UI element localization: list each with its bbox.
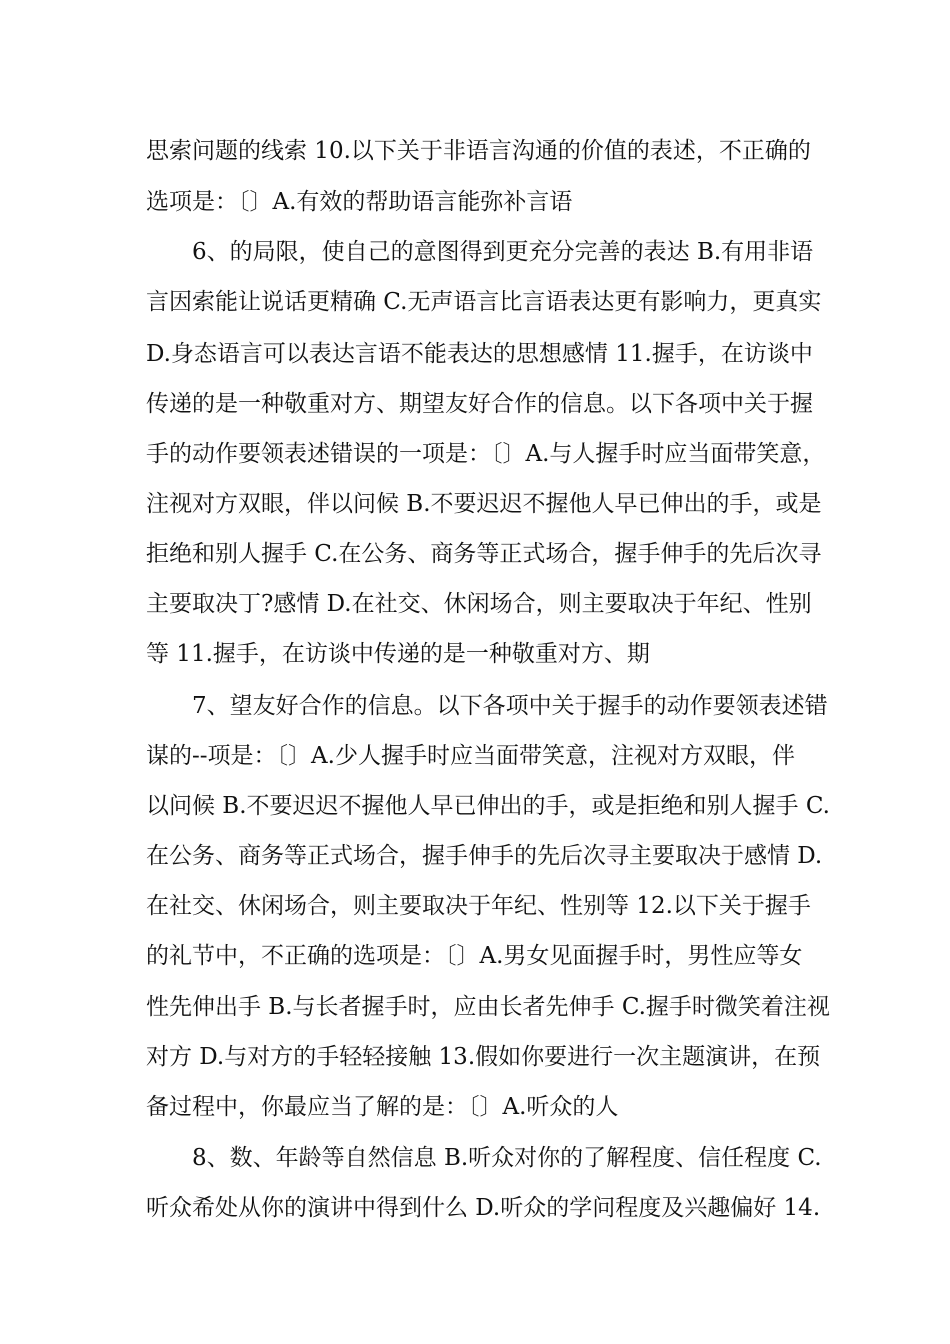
text-line: D.身态语言可以表达言语不能表达的思想感情 11.握手，在访谈中 — [146, 341, 813, 367]
text-line: 对方 D.与对方的手轻轻接触 13.假如你要进行一次主题演讲，在预 — [146, 1044, 821, 1070]
text-line: 注视对方双眼，伴以问候 B.不要迟迟不握他人早已伸出的手，或是 — [146, 491, 822, 517]
text-line: 思索问题的线索 10.以下关于非语言沟通的价值的表述，不正确的 — [146, 138, 811, 164]
text-line: 的礼节中，不正确的选项是：〔〕A.男女见面握手时，男性应等女 — [146, 943, 803, 969]
text-line: 以问候 B.不要迟迟不握他人早已伸出的手，或是拒绝和别人握手 C. — [146, 793, 830, 819]
text-line: 传递的是一种敬重对方、期望友好合作的信息。以下各项中关于握 — [146, 391, 813, 417]
text-line: 谋的--项是：〔〕A.少人握手时应当面带笑意，注视对方双眼，伴 — [146, 743, 795, 769]
text-line: 手的动作要领表述错误的一项是：〔〕A.与人握手时应当面带笑意， — [146, 441, 826, 467]
text-line: 主要取决丁?感情 D.在社交、休闲场合，则主要取决于年纪、性别 — [146, 591, 812, 617]
text-line: 言因索能让说话更精确 C.无声语言比言语表达更有影响力，更真实 — [146, 289, 822, 315]
text-line: 拒绝和别人握手 C.在公务、商务等正式场合，握手伸手的先后次寻 — [146, 541, 822, 567]
paragraph-start-line: 8、数、年龄等自然信息 B.听众对你的了解程度、信任程度 C. — [192, 1145, 822, 1171]
text-line: 性先伸出手 B.与长者握手时，应由长者先伸手 C.握手时微笑着注视 — [146, 994, 830, 1020]
text-line: 选项是：〔〕A.有效的帮助语言能弥补言语 — [146, 189, 573, 215]
text-line: 听众希处从你的演讲中得到什么 D.听众的学问程度及兴趣偏好 14. — [146, 1195, 821, 1221]
text-line: 在公务、商务等正式场合，握手伸手的先后次寻主要取决于感情 D. — [146, 843, 823, 869]
paragraph-start-line: 6、的局限，使自己的意图得到更充分完善的表达 B.有用非语 — [192, 239, 814, 265]
paragraph-start-line: 7、望友好合作的信息。以下各项中关于握手的动作要领表述错 — [192, 693, 828, 719]
text-line: 备过程中，你最应当了解的是：〔〕A.听众的人 — [146, 1094, 619, 1120]
text-line: 在社交、休闲场合，则主要取决于年纪、性别等 12.以下关于握手 — [146, 893, 811, 919]
text-line: 等 11.握手，在访谈中传递的是一种敬重对方、期 — [146, 641, 650, 667]
